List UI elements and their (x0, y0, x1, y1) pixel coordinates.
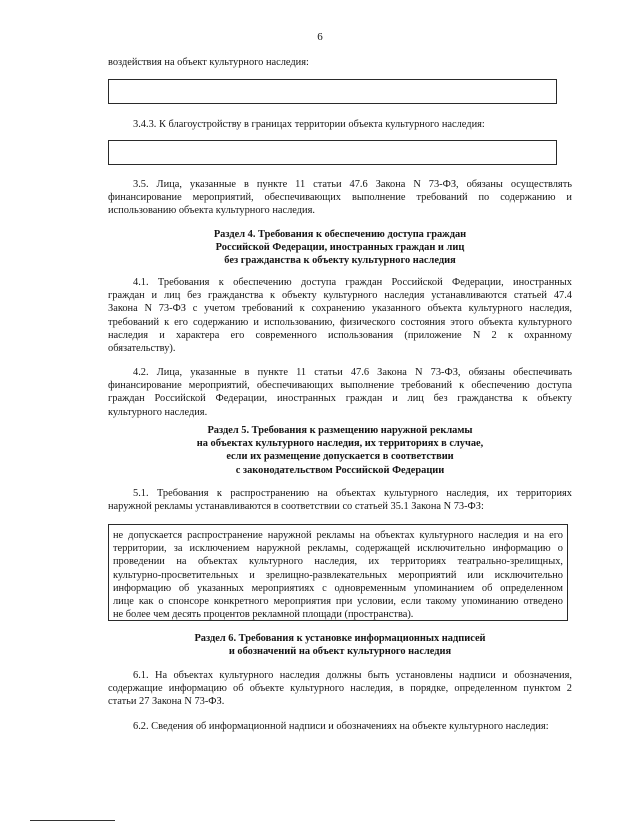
paragraph-line: 5.1. Требования к распространению на объектах культурного наследия, их территориях (133, 488, 572, 499)
box-line: лице как о спонсоре конкретного мероприятия при условии, если такому упоминанию отведено (113, 596, 563, 608)
paragraph-3-5 (108, 178, 572, 218)
heading-line: Раздел 5. Требования к размещению наружной рекламы (207, 425, 473, 436)
paragraph-line: финансирование мероприятий, обеспечивающих выполнение требований по содержанию и (108, 192, 572, 204)
paragraph-6-1 (108, 669, 572, 709)
paragraph-3-4-3: 3.4.3. К благоустройству в границах территории объекта культурного наследия: (133, 119, 485, 130)
outdoor-ad-rules-box (108, 524, 568, 621)
paragraph-line: 3.5. Лица, указанные в пункте 11 статьи 47.6 Закона N 73-ФЗ, обязаны осуществлять (133, 179, 572, 190)
paragraph-line: 4.1. Требования к обеспечению доступа граждан Российской Федерации, иностранных (133, 277, 572, 288)
box-line: информацию об указанных мероприятиях с одновременным упоминанием об определенном (113, 582, 563, 594)
section-6-title (108, 632, 572, 658)
box-line: не более чем десять процентов рекламной площади (пространства). (113, 609, 414, 621)
paragraph-line: граждан и лиц без гражданства к объекту культурного наследия устанавливаются статьей 47.4 (108, 290, 572, 302)
paragraph-5-1 (108, 487, 572, 513)
improvement-input-box[interactable] (108, 140, 557, 165)
box-line: не допускается распространение наружной рекламы на объектах культурного наследия и на его (113, 530, 563, 541)
paragraph-line: требований к его содержанию и использованию, физического состояния этого объекта культурного (108, 316, 572, 328)
impact-paragraph-tail: воздействия на объект культурного наследия: (108, 57, 309, 68)
footnote-divider (30, 820, 115, 821)
paragraph-line: граждан Российской Федерации, иностранных граждан и лиц без гражданства к объекту (108, 393, 572, 405)
paragraph-line: наследия и характера его современного использования (приложение N 2 к охранному (108, 329, 572, 341)
paragraph-line: использованию объекта культурного наследия. (108, 205, 315, 217)
section-4-title (108, 228, 572, 268)
paragraph-line: статьи 27 Закона N 73-ФЗ. (108, 696, 225, 708)
impact-input-box[interactable] (108, 79, 557, 104)
paragraph-line: обязательству). (108, 343, 176, 355)
paragraph-line: наружной рекламы устанавливаются в соответствии со статьей 35.1 Закона N 73-ФЗ: (108, 501, 484, 513)
heading-line: Раздел 6. Требования к установке информационных надписей (194, 633, 486, 644)
heading-line: на объектах культурного наследия, их территориях в случае, (196, 438, 484, 450)
paragraph-line: культурного наследия. (108, 406, 208, 418)
heading-line: Российской Федерации, иностранных граждан и лиц (215, 242, 465, 254)
paragraph-6-2: 6.2. Сведения об информационной надписи и обозначениях на объекте культурного наследия: (133, 721, 549, 732)
section-5-title (108, 424, 572, 477)
heading-line: Раздел 4. Требования к обеспечению доступа граждан (213, 229, 467, 240)
paragraph-line: 4.2. Лица, указанные в пункте 11 статьи 47.6 Закона N 73-ФЗ, обязаны обеспечивать (133, 367, 572, 378)
paragraph-4-2 (108, 366, 572, 419)
paragraph-line: 6.1. На объектах культурного наследия должны быть установлены надписи и обозначения, (133, 670, 572, 681)
heading-line: и обозначений на объект культурного наследия (228, 646, 452, 658)
paragraph-line: финансирование мероприятий, обеспечивающих выполнение требований к обеспечению доступа (108, 380, 572, 392)
heading-line: без гражданства к объекту культурного наследия (224, 255, 456, 267)
paragraph-4-1 (108, 276, 572, 355)
page-number: 6 (317, 31, 323, 43)
box-line: территории, за исключением наружной рекламы, содержащей исключительно информацию о (113, 543, 563, 555)
heading-line: если их размещение допускается в соответствии (226, 451, 454, 463)
paragraph-line: Закона N 73-ФЗ с учетом требований к сохранению указанного объекта культурного наследия, (108, 303, 572, 315)
paragraph-line: содержащие информацию об объекте культурного наследия, в порядке, определенном пунктом 2 (108, 683, 572, 695)
box-line: проведении на объектах культурного наследия, их территориях театрально-зрелищных, (113, 556, 563, 568)
heading-line: с законодательством Российской Федерации (235, 464, 445, 476)
box-line: культурно-просветительных и зрелищно-развлекательных мероприятий или исключительно (113, 569, 563, 581)
